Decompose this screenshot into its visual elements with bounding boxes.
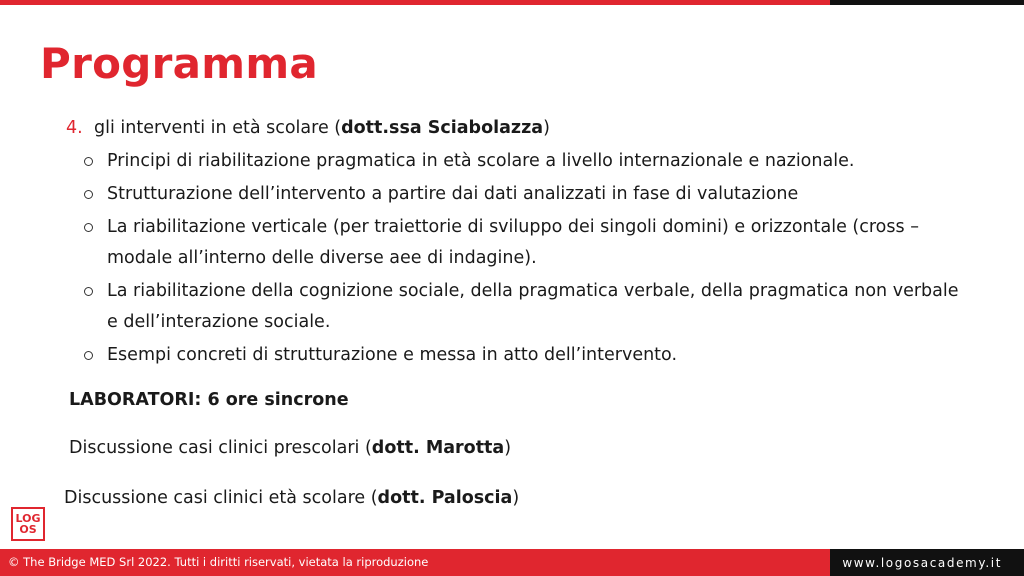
section-text-before: gli interventi in età scolare (: [94, 118, 342, 138]
bullet-list: [84, 146, 964, 373]
discussion-speaker: dott. Marotta: [371, 438, 505, 458]
lab-title: LABORATORI: 6 ore sincrone: [69, 390, 349, 410]
discussion-text-before: Discussione casi clinici età scolare (: [64, 488, 378, 508]
website-link[interactable]: www.logosacademy.it: [842, 556, 1002, 570]
bullet-circle-icon: [84, 190, 93, 199]
top-accent-bar: [0, 0, 830, 5]
discussion-text-after: ): [504, 438, 512, 458]
bullet-text: Esempi concreti di strutturazione e messa in atto dell’intervento.: [107, 345, 678, 365]
section-number: 4.: [66, 118, 83, 138]
bullet-circle-icon: [84, 287, 93, 296]
discussion-prescolari: [69, 436, 511, 460]
bullet-item: [84, 179, 964, 210]
logo-line2: OS: [19, 523, 37, 536]
bullet-item: [84, 146, 964, 177]
bullet-text: Principi di riabilitazione pragmatica in età scolare a livello internazionale e nazionale.: [107, 151, 855, 171]
logos-logo: [11, 507, 45, 541]
bullet-item: [84, 276, 964, 338]
copyright-text: © The Bridge MED Srl 2022. Tutti i diritti riservati, vietata la riproduzione: [8, 555, 429, 569]
logo-line1: LOG: [15, 512, 41, 525]
discussion-speaker: dott. Paloscia: [377, 488, 513, 508]
footer-bar: [0, 549, 1024, 576]
bullet-circle-icon: [84, 223, 93, 232]
section-speaker: dott.ssa Sciabolazza: [341, 118, 544, 138]
section-heading: [66, 116, 966, 140]
top-dark-bar: [830, 0, 1024, 5]
bullet-text: Strutturazione dell’intervento a partire dai dati analizzati in fase di valutazione: [107, 184, 799, 204]
bullet-circle-icon: [84, 351, 93, 360]
bullet-text: La riabilitazione della cognizione sociale, della pragmatica verbale, della pragmatica non verbale e dell’interazione sociale.: [107, 281, 959, 332]
bullet-circle-icon: [84, 157, 93, 166]
bullet-item: [84, 212, 964, 274]
section-text-after: ): [543, 118, 550, 138]
discussion-text-before: Discussione casi clinici prescolari (: [69, 438, 372, 458]
bullet-text: La riabilitazione verticale (per traiettorie di sviluppo dei singoli domini) e orizzontale (cross – modale all’interno delle diverse aee di indagine).: [107, 217, 919, 268]
discussion-scolare: [64, 486, 519, 510]
discussion-text-after: ): [512, 488, 520, 508]
bullet-item: [84, 340, 964, 371]
page-title: Programma: [40, 39, 319, 88]
